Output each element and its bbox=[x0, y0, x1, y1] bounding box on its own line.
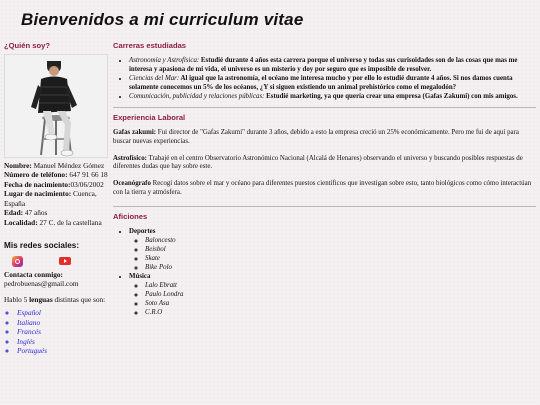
job-title: Astrofísico: bbox=[113, 154, 147, 162]
contact bbox=[4, 270, 110, 289]
job-item bbox=[113, 155, 536, 173]
job-desc: Recogí datos sobre el mar y océano para diferentes puestos científicos que investigan sobre esto, tanto biológicos como cómo interactúan con la tierra y atmósfera. bbox=[113, 180, 532, 197]
info-label: Localidad: bbox=[4, 217, 38, 227]
hobby-item: ◦ Paulo Londra bbox=[145, 291, 536, 300]
info-value: Manuel Méndez Gómez bbox=[31, 160, 105, 170]
info-label: Edad: bbox=[4, 208, 24, 218]
languages-text: Hablo 5 bbox=[4, 294, 30, 304]
social-links bbox=[12, 256, 110, 267]
hobby-group bbox=[129, 228, 536, 273]
languages-list bbox=[4, 308, 110, 355]
info-label: Lugar de nacimiento: bbox=[4, 189, 72, 199]
job-item bbox=[113, 180, 536, 198]
who-heading: ¿Quién soy? bbox=[4, 41, 50, 50]
info-label: Nombre: bbox=[4, 160, 32, 170]
divider bbox=[113, 107, 536, 108]
hobby-item: ◦ Beisbol bbox=[145, 246, 536, 255]
career-desc: Estudié durante 4 años esta carrera porque el universo y todas sus curisoidades son de las cosas que mas me interesa y apasiona de mi vida, el universo es un misterio y doy por seguro que es imposible de resolver. bbox=[129, 56, 518, 73]
career-item bbox=[129, 75, 536, 93]
info-label: Número de teléfono: bbox=[4, 170, 68, 180]
personal-info bbox=[4, 161, 110, 227]
job-item bbox=[113, 129, 536, 147]
career-item bbox=[129, 93, 536, 102]
hobby-item: ◦ Lalo Ebratt bbox=[145, 282, 536, 291]
careers-heading: Carreras estudiadas bbox=[113, 41, 187, 50]
hobby-group-name: Deportes bbox=[129, 228, 156, 236]
languages-text: distintas que son: bbox=[52, 294, 106, 304]
job-desc: Fui director de "Gafas Zakumi" durante 3 años, debido a esto la empresa creció un 25% económicamente. Pero me fui de aquí para buscar nuevas experiencias. bbox=[113, 128, 519, 145]
language-item[interactable]: ◦ Portugués bbox=[17, 346, 110, 355]
info-value: 47 años bbox=[23, 208, 48, 218]
page-title: Bienvenidos a mi curriculum vitae bbox=[21, 10, 304, 29]
hobby-group-name: Música bbox=[129, 273, 151, 281]
info-location bbox=[4, 218, 110, 227]
info-phone bbox=[4, 170, 110, 179]
language-item[interactable]: ◦ Español bbox=[17, 308, 110, 317]
contact-email[interactable]: pedrobuenas@gmail.com bbox=[4, 279, 79, 289]
info-birthdate bbox=[4, 180, 110, 189]
hobbies-heading: Aficiones bbox=[113, 212, 148, 222]
job-title: Gafas zakumi: bbox=[113, 128, 157, 136]
career-name: Astronomía y Astrofísica: bbox=[129, 56, 200, 64]
language-item[interactable]: ◦ Inglés bbox=[17, 337, 110, 346]
profile-photo bbox=[4, 54, 108, 158]
info-value: 27 C. de la castellana bbox=[37, 217, 102, 227]
hobby-sublist bbox=[129, 237, 536, 273]
experience-heading: Experiencia Laboral bbox=[113, 112, 186, 122]
youtube-icon[interactable] bbox=[59, 257, 71, 265]
contact-label: Contacta conmigo: bbox=[4, 269, 63, 279]
info-birthplace bbox=[4, 189, 110, 208]
info-label: Fecha de nacimiento: bbox=[4, 179, 71, 189]
divider bbox=[113, 206, 536, 207]
hobby-group bbox=[129, 273, 536, 318]
info-value: 647 91 66 18 bbox=[67, 170, 108, 180]
career-desc: Al igual que la astronomía, el océano me interesa mucho y por ello lo estudié durante 4 años. Si nos damos cuenta solamente conocemos un 5% de los océanos, ¿Y si siguen existiendo un animal prehistórico como el megalodón? bbox=[129, 74, 513, 91]
hobby-item: ◦ Bike Polo bbox=[145, 264, 536, 273]
info-value: 03/06/2002 bbox=[70, 179, 104, 189]
hobby-item: ◦ Baloncesto bbox=[145, 237, 536, 246]
careers-list bbox=[113, 57, 536, 102]
job-title: Oceanógrafo bbox=[113, 180, 151, 188]
info-name bbox=[4, 161, 110, 170]
hobby-item: ◦ Skate bbox=[145, 255, 536, 264]
language-item[interactable]: ◦ Francés bbox=[17, 327, 110, 336]
languages-bold: lenguas bbox=[29, 294, 53, 304]
info-age bbox=[4, 208, 110, 217]
person-image bbox=[5, 55, 108, 158]
hobby-item: ◦ C.R.O bbox=[145, 309, 536, 318]
languages-intro bbox=[4, 295, 110, 304]
sidebar bbox=[4, 41, 110, 356]
hobbies-list bbox=[113, 228, 536, 318]
main-content bbox=[113, 41, 536, 318]
instagram-icon[interactable] bbox=[12, 256, 23, 267]
career-item bbox=[129, 57, 536, 75]
career-name: Comunicación, publicidad y relaciones públicas: bbox=[129, 92, 265, 100]
social-heading: Mis redes sociales: bbox=[4, 241, 80, 251]
info-value: Cuenca, España bbox=[4, 189, 97, 208]
career-desc: Estudié marketing, ya que quería crear una empresa (Gafas Zakumi) con mis amigos. bbox=[264, 92, 518, 100]
career-name: Ciencias del Mar: bbox=[129, 74, 180, 82]
job-desc: Trabajé en el centro Observatorio Astronómico Nacional (Alcalá de Henares) observando el universo y buscando posibles respuestas de diferentes dudas que hay sobre este. bbox=[113, 154, 523, 171]
language-item[interactable]: ◦ Italiano bbox=[17, 318, 110, 327]
hobby-item: ◦ Soto Asa bbox=[145, 300, 536, 309]
hobby-sublist bbox=[129, 282, 536, 318]
